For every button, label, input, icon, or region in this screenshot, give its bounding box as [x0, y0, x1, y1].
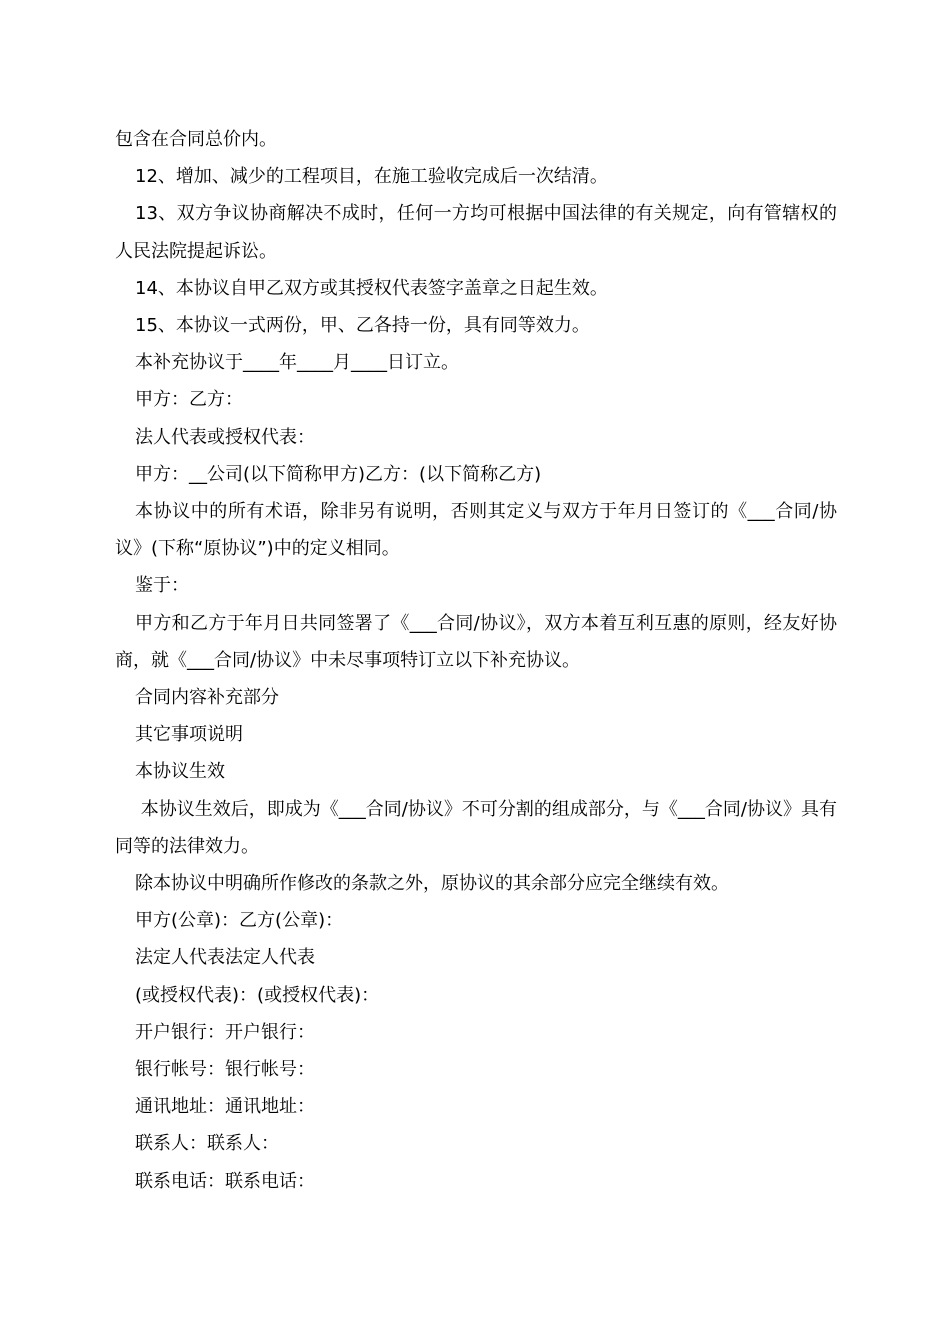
document-paragraph: 12、增加、减少的工程项目，在施工验收完成后一次结清。 [135, 166, 608, 188]
document-paragraph: 开户银行：开户银行： [135, 1021, 315, 1043]
document-paragraph: 法人代表或授权代表： [135, 426, 315, 448]
document-paragraph: 鉴于： [135, 575, 189, 597]
document-paragraph: 甲方(公章)：乙方(公章)： [135, 910, 344, 932]
document-paragraph: 本协议中的所有术语，除非另有说明，否则其定义与双方于年月日签订的《___合同/协议》(下称“原协议”)中的定义相同。 [115, 501, 837, 560]
document-paragraph: 14、本协议自甲乙双方或其授权代表签字盖章之日起生效。 [135, 277, 608, 299]
document-paragraph: 本协议生效后，即成为《___合同/协议》不可分割的组成部分，与《___合同/协议》具有同等的法律效力。 [115, 798, 837, 857]
document-paragraph: 13、双方争议协商解决不成时，任何一方均可根据中国法律的有关规定，向有管辖权的人民法院提起诉讼。 [115, 203, 837, 262]
document-paragraph: (或授权代表)：(或授权代表)： [135, 984, 380, 1006]
document-paragraph: 包含在合同总价内。 [115, 129, 277, 150]
document-paragraph: 联系电话：联系电话： [135, 1170, 315, 1192]
document-paragraph: 其它事项说明 [135, 724, 243, 746]
document-paragraph: 本补充协议于____年____月____日订立。 [135, 352, 459, 374]
document-paragraph: 通讯地址：通讯地址： [135, 1096, 315, 1118]
document-paragraph: 甲方：乙方： [135, 389, 243, 411]
document-paragraph: 甲方：__公司(以下简称甲方)乙方：(以下简称乙方) [135, 463, 542, 485]
document-paragraph: 银行帐号：银行帐号： [135, 1059, 315, 1081]
document-paragraph: 本协议生效 [135, 761, 225, 783]
document-body [115, 121, 837, 1200]
document-paragraph: 法定人代表法定人代表 [135, 947, 315, 969]
document-paragraph: 除本协议中明确所作修改的条款之外，原协议的其余部分应完全继续有效。 [135, 873, 729, 895]
document-paragraph: 甲方和乙方于年月日共同签署了《___合同/协议》，双方本着互利互惠的原则，经友好协商，就《___合同/协议》中未尽事项特订立以下补充协议。 [115, 612, 837, 671]
document-paragraph: 联系人：联系人： [135, 1133, 279, 1155]
document-paragraph: 15、本协议一式两份，甲、乙各持一份，具有同等效力。 [135, 315, 590, 337]
document-paragraph: 合同内容补充部分 [135, 687, 279, 709]
